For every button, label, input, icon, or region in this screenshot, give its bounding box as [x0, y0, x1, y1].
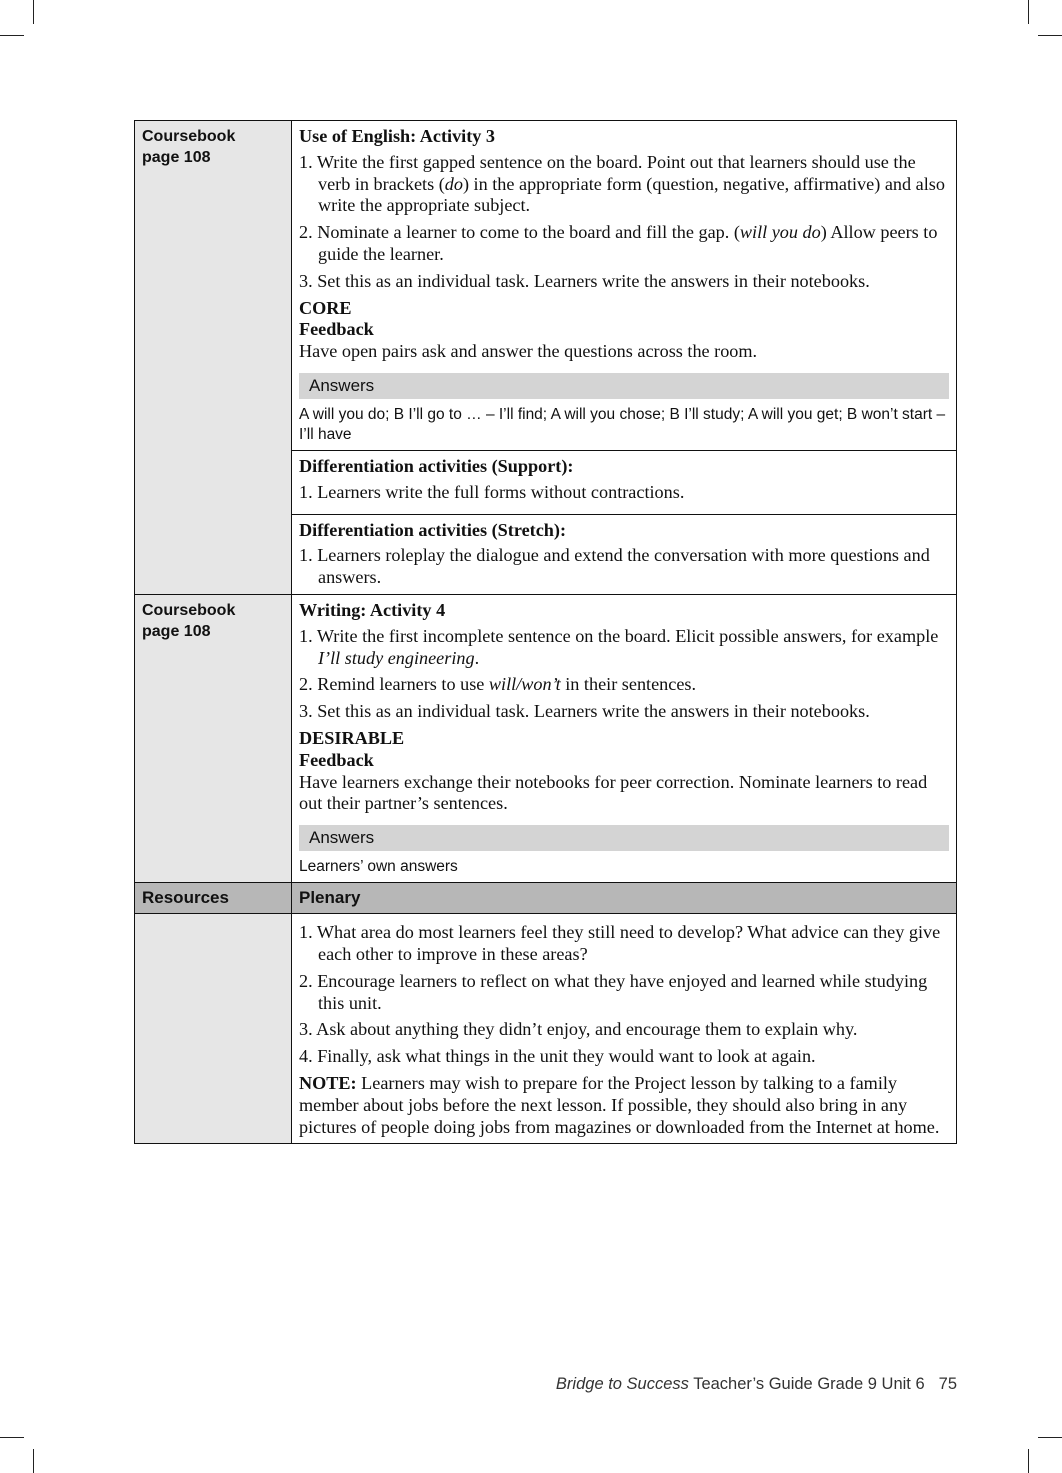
activity-title: Writing: Activity 4 — [299, 599, 446, 620]
feedback-text: Have open pairs ask and answer the questions across the room. — [299, 341, 758, 362]
answers-header: Answers — [299, 373, 949, 399]
list-item: 3. Ask about anything they didn’t enjoy, and encourage them to explain why. — [299, 1019, 858, 1040]
feedback-label: Feedback — [299, 319, 374, 340]
answers-header: Answers — [299, 825, 949, 851]
support-title: Differentiation activities (Support): — [299, 455, 574, 476]
plenary-steps — [299, 922, 949, 1068]
resources-header: Resources — [135, 883, 292, 914]
crop-mark — [1038, 1437, 1062, 1438]
guide-text: Teacher’s Guide Grade 9 Unit 6 — [688, 1375, 925, 1393]
stretch-title: Differentiation activities (Stretch): — [299, 519, 567, 540]
lesson-plan-table — [134, 120, 957, 1144]
crop-mark — [1038, 35, 1062, 36]
list-item: 1. What area do most learners feel they still need to develop? What advice can they give each other to improve in these areas? — [299, 922, 941, 964]
answers-text: A will you do; B I’ll go to … – I’ll find; A will you chose; B I’ll study; A will you get; B won’t start – I’ll have — [299, 405, 946, 443]
coursebook-reference: Coursebook page 108 — [142, 601, 236, 640]
list-item: 4. Finally, ask what things in the unit they would want to look at again. — [299, 1046, 816, 1067]
crop-mark — [0, 35, 24, 36]
feedback-text: Have learners exchange their notebooks for peer correction. Nominate learners to read out their partner’s sentences. — [299, 771, 928, 814]
crop-mark — [1028, 1449, 1029, 1473]
page-number: 75 — [938, 1375, 957, 1393]
support-cell — [292, 450, 957, 514]
activity-cell — [292, 594, 957, 882]
stretch-cell — [292, 514, 957, 594]
stretch-steps — [299, 545, 949, 589]
support-steps — [299, 482, 949, 504]
activity-title: Use of English: Activity 3 — [299, 126, 496, 146]
coursebook-reference: Coursebook page 108 — [142, 128, 236, 166]
crop-mark — [1028, 0, 1029, 24]
table-row — [135, 883, 957, 914]
list-item: 2. Nominate a learner to come to the board and fill the gap. (will you do) Allow peers to guide the learner. — [299, 222, 938, 264]
crop-mark — [33, 1449, 34, 1473]
feedback-label: Feedback — [299, 749, 374, 770]
plenary-header: Plenary — [292, 883, 957, 914]
crop-mark — [0, 1437, 24, 1438]
activity-cell — [292, 121, 957, 451]
resources-cell — [135, 914, 292, 1144]
answers-text: Learners’ own answers — [299, 858, 458, 876]
list-item: 1. Learners write the full forms without contractions. — [299, 481, 685, 502]
activity-steps — [299, 626, 949, 723]
list-item: 2. Encourage learners to reflect on what they have enjoyed and learned while studying this unit. — [299, 970, 928, 1013]
table-row — [135, 594, 957, 882]
table-row — [135, 914, 957, 1144]
level-label: CORE — [299, 297, 352, 318]
page-footer — [556, 1375, 957, 1394]
list-item: 2. Remind learners to use will/won’t in their sentences. — [299, 674, 697, 695]
table-row — [135, 121, 957, 451]
list-item: 1. Write the first incomplete sentence on the board. Elicit possible answers, for example I’ll study engineering. — [299, 625, 939, 668]
coursebook-reference-cell — [135, 121, 292, 595]
book-title: Bridge to Success — [555, 1375, 689, 1393]
coursebook-reference-cell — [135, 594, 292, 882]
list-item: 3. Set this as an individual task. Learners write the answers in their notebooks. — [299, 701, 870, 722]
activity-steps — [299, 152, 949, 293]
list-item: 1. Learners roleplay the dialogue and extend the conversation with more questions and answers. — [299, 545, 930, 588]
crop-mark — [33, 0, 34, 24]
list-item: 1. Write the first gapped sentence on the board. Point out that learners should use the verb in brackets (do) in the appropriate form (question, negative, affirmative) and also write the appropriate subject. — [299, 151, 945, 216]
level-label: DESIRABLE — [299, 727, 405, 748]
list-item: 3. Set this as an individual task. Learners write the answers in their notebooks. — [299, 270, 870, 291]
plenary-cell — [292, 914, 957, 1144]
plenary-note: NOTE: Learners may wish to prepare for the Project lesson by talking to a family member about jobs before the next lesson. If possible, they should also bring in any pictures of people doing jobs from magazines or downloaded from the Internet at home. — [299, 1072, 940, 1137]
